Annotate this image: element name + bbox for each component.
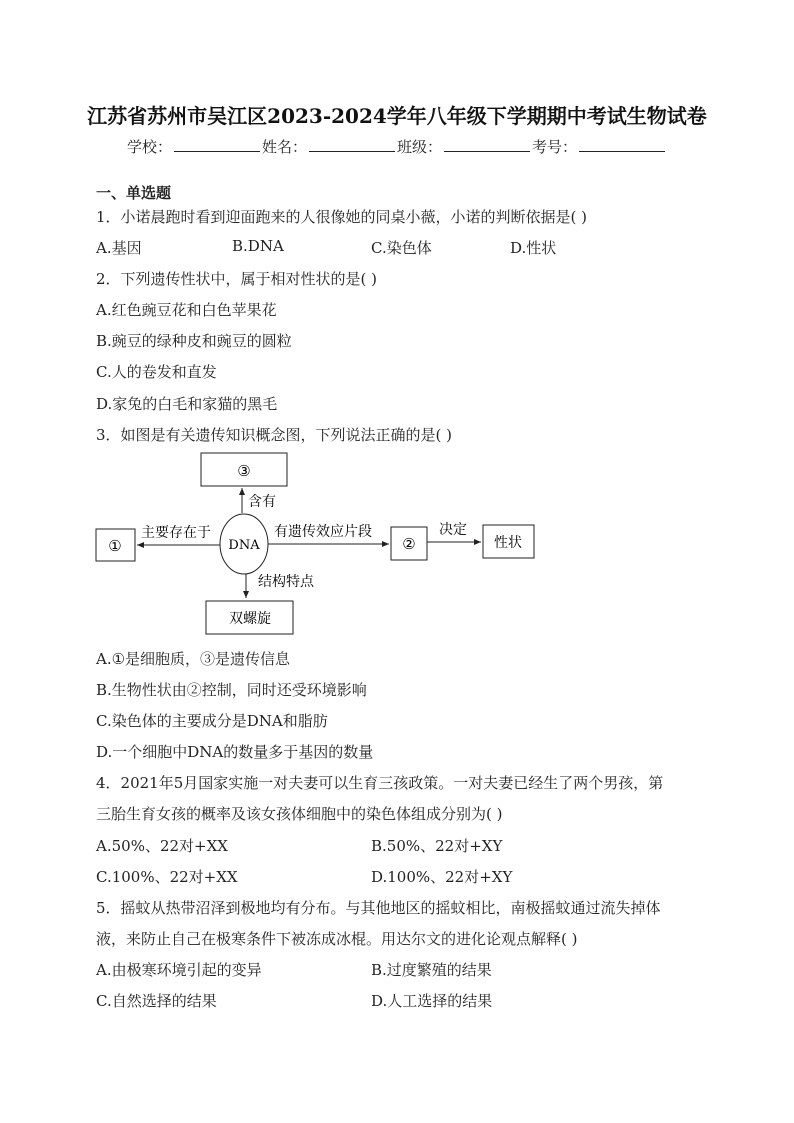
label-mainly-in: 主要存在于 — [141, 525, 211, 541]
question-5-stem-line-1: 5．摇蚊从热带沼泽到极地均有分布。与其他地区的摇蚊相比，南极摇蚊通过流失掉体 — [96, 899, 661, 917]
question-3-option-b: B.生物性状由②控制，同时还受环境影响 — [96, 681, 367, 699]
page-title: 江苏省苏州市吴江区2023-2024学年八年级下学期期中考试生物试卷 — [87, 104, 707, 128]
question-2-option-d: D.家兔的白毛和家猫的黑毛 — [96, 395, 278, 413]
label-decides: 决定 — [439, 522, 467, 538]
question-5-option-c: C.自然选择的结果 — [96, 992, 217, 1010]
question-4-option-a: A.50%、22对+XX — [96, 837, 228, 855]
box-3-label: ③ — [237, 462, 251, 480]
question-3-option-c: C.染色体的主要成分是DNA和脂肪 — [96, 712, 328, 730]
class-label: 班级： — [397, 138, 443, 156]
question-4-option-b: B.50%、22对+XY — [371, 837, 503, 855]
label-segment: 有遗传效应片段 — [274, 524, 372, 540]
question-1-option-b: B.DNA — [232, 237, 284, 255]
dna-label: DNA — [228, 538, 260, 553]
box-helix-label: 双螺旋 — [229, 611, 271, 627]
box-trait-label: 性状 — [494, 535, 522, 551]
question-1-stem: 1．小诺晨跑时看到迎面跑来的人很像她的同桌小薇，小诺的判断依据是( ) — [96, 208, 588, 226]
question-2-option-c: C.人的卷发和直发 — [96, 363, 217, 381]
question-5-option-a: A.由极寒环境引起的变异 — [96, 961, 262, 979]
question-5-stem-line-2: 液，来防止自己在极寒条件下被冻成冰棍。用达尔文的进化论观点解释( ) — [96, 930, 578, 948]
box-2-label: ② — [402, 535, 416, 553]
question-4-option-c: C.100%、22对+XX — [96, 868, 238, 886]
question-1-option-c: C.染色体 — [371, 239, 432, 257]
name-label: 姓名： — [261, 138, 307, 156]
question-3-stem: 3．如图是有关遗传知识概念图，下列说法正确的是( ) — [96, 426, 453, 444]
question-4-stem-line-2: 三胎生育女孩的概率及该女孩体细胞中的染色体组成分别为( ) — [96, 805, 503, 823]
question-1-option-a: A.基因 — [96, 239, 142, 257]
school-label: 学校： — [126, 138, 172, 156]
question-2-option-b: B.豌豆的绿种皮和豌豆的圆粒 — [96, 332, 292, 350]
section-title: 一、单选题 — [96, 184, 172, 202]
question-4-stem-line-1: 4．2021年5月国家实施一对夫妻可以生育三孩政策。一对夫妻已经生了两个男孩，第 — [96, 774, 664, 792]
question-2-option-a: A.红色豌豆花和白色苹果花 — [96, 301, 277, 319]
question-5-option-b: B.过度繁殖的结果 — [371, 961, 492, 979]
question-1-option-d: D.性状 — [510, 239, 557, 257]
label-structure: 结构特点 — [258, 574, 314, 590]
question-3-option-d: D.一个细胞中DNA的数量多于基因的数量 — [96, 743, 374, 761]
box-1-label: ① — [108, 537, 122, 555]
number-label: 考号： — [532, 138, 578, 156]
question-3-option-a: A.①是细胞质，③是遗传信息 — [96, 650, 291, 668]
question-2-stem: 2．下列遗传性状中，属于相对性状的是( ) — [96, 270, 378, 288]
label-contains: 含有 — [248, 494, 276, 510]
question-4-option-d: D.100%、22对+XY — [371, 868, 513, 886]
question-5-option-d: D.人工选择的结果 — [371, 992, 493, 1010]
